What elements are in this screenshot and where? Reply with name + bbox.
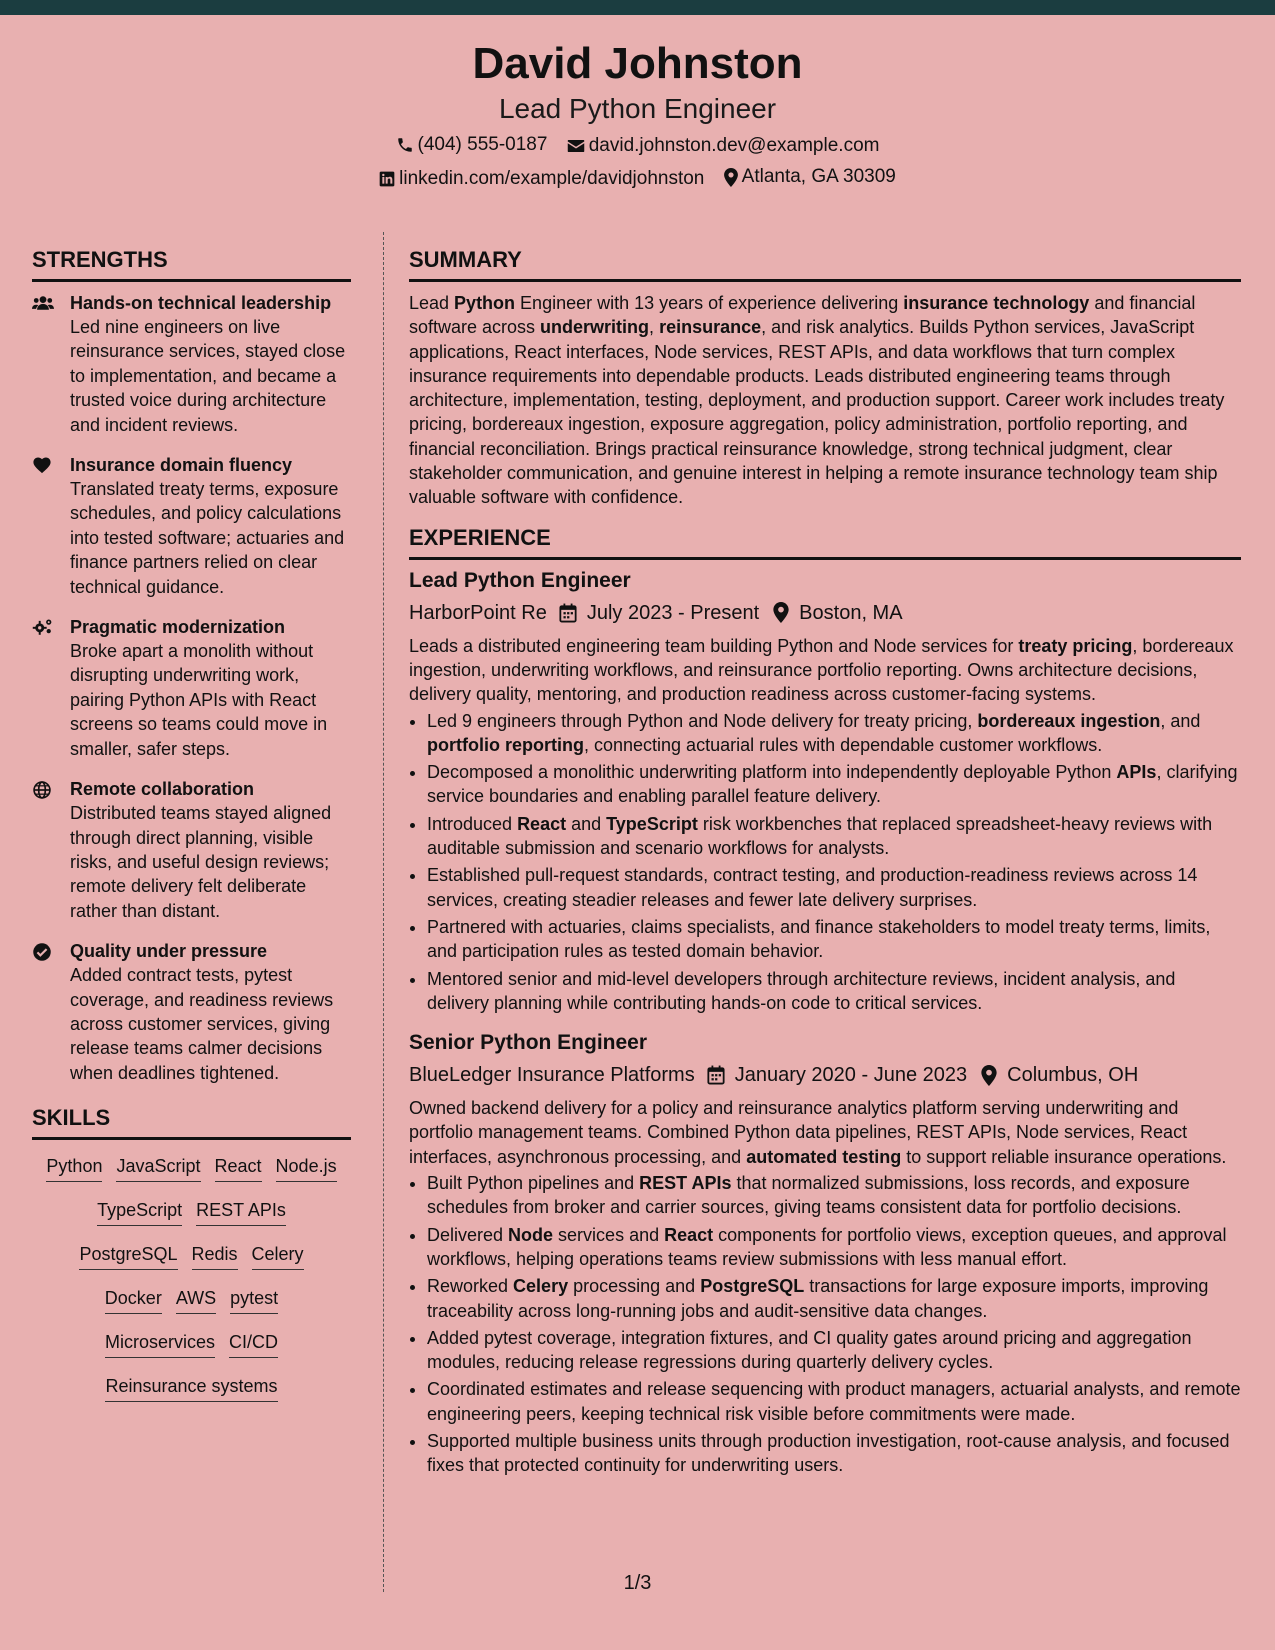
top-accent-bar (0, 0, 1275, 15)
company-name: BlueLedger Insurance Platforms (409, 1064, 695, 1087)
phone-contact (396, 134, 548, 156)
location-contact (724, 166, 896, 188)
users-icon (32, 291, 70, 437)
text-run: Reworked (427, 1276, 514, 1297)
strength-title: Remote collaboration (70, 779, 255, 800)
bold-text: React (517, 813, 567, 834)
skill-tag: React (215, 1153, 262, 1182)
text-run: services and (553, 1224, 665, 1245)
strength-body (70, 777, 351, 923)
candidate-name: David Johnston (472, 39, 803, 88)
strengths-list (32, 291, 351, 1085)
email-text: david.johnston.dev@example.com (588, 135, 880, 156)
text-run: , (649, 317, 660, 338)
page-number: 1/3 (623, 1572, 652, 1594)
text-run: and financial software across (409, 293, 1196, 338)
strength-body (70, 615, 351, 761)
strength-description: Led nine engineers on live reinsurance services, stayed close to implementation, and became a trusted voice during architecture and incident reviews. (70, 317, 346, 435)
strength-title: Pragmatic modernization (70, 617, 286, 638)
bullet-item (427, 760, 1241, 809)
text-run: transactions for large exposure imports, improving traceability across long-running jobs and audit-sensitive data changes. (427, 1276, 1209, 1321)
right-column (409, 232, 1241, 1494)
bold-text: treaty pricing (1018, 635, 1133, 656)
text-run: Owned backend delivery for a policy and reinsurance analytics platform serving underwriting and portfolio management teams. Combined Python data pipelines, REST APIs, Node services, React interfaces, asynchronous processing, and (409, 1098, 1188, 1167)
job-location: Boston, MA (799, 601, 903, 624)
location-text: Atlanta, GA 30309 (741, 166, 896, 187)
left-column (32, 232, 351, 1417)
text-run: Introduced (427, 813, 518, 834)
text-run: risk workbenches that replaced spreadsheet-heavy reviews with auditable submission and scenario workflows for analysts. (427, 813, 1213, 859)
gears-icon (32, 615, 70, 761)
strength-description: Added contract tests, pytest coverage, and readiness reviews across customer services, giving release teams calmer decisions when deadlines tightened. (70, 965, 334, 1083)
skill-tag: JavaScript (116, 1153, 200, 1182)
skills-row (32, 1285, 351, 1314)
strength-title: Insurance domain fluency (70, 455, 293, 476)
strength-item (32, 453, 351, 599)
bullet-item (427, 863, 1241, 912)
strengths-heading: STRENGTHS (32, 232, 351, 282)
bold-text: Celery (513, 1276, 569, 1297)
bold-text: REST APIs (639, 1173, 732, 1194)
bullet-item (427, 967, 1241, 1016)
linkedin-contact[interactable] (379, 168, 704, 190)
bullet-item (427, 1274, 1241, 1323)
experience-list (409, 569, 1241, 1478)
skill-tag: AWS (176, 1285, 216, 1314)
job-dates: July 2023 - Present (586, 601, 760, 624)
skills-row (32, 1373, 351, 1402)
skills-row (32, 1241, 351, 1270)
job-entry (409, 569, 1241, 1015)
email-contact[interactable] (567, 135, 880, 157)
text-run: Lead (409, 293, 455, 313)
skill-tag: REST APIs (196, 1197, 286, 1226)
skill-tag: Node.js (276, 1153, 337, 1182)
globe-icon (32, 777, 70, 923)
text-run: Delivered (427, 1224, 509, 1245)
candidate-title: Lead Python Engineer (498, 93, 777, 124)
text-run: to support reliable insurance operations. (901, 1146, 1227, 1167)
phone-icon (396, 136, 414, 154)
text-run: , clarifying service boundaries and enabling parallel feature delivery. (427, 762, 1238, 807)
job-description (409, 1096, 1241, 1169)
contact-row-1 (0, 134, 1275, 160)
job-dates: January 2020 - June 2023 (734, 1064, 968, 1087)
job-description (409, 634, 1241, 707)
text-run: Engineer with 13 years of experience delivering (515, 293, 904, 313)
bullet-item (427, 1326, 1241, 1375)
bullet-item (427, 1171, 1241, 1220)
strength-description: Translated treaty terms, exposure schedules, and policy calculations into tested software; actuaries and finance partners relied on clear technical guidance. (70, 479, 345, 597)
bold-text: Node (508, 1224, 554, 1245)
job-location: Columbus, OH (1007, 1064, 1139, 1087)
calendar-icon (707, 1065, 725, 1085)
bold-text: reinsurance (659, 317, 762, 338)
skill-tag: Celery (252, 1241, 304, 1270)
text-run: components for portfolio views, exception queues, and approval workflows, helping operations teams review submissions with less manual effort. (427, 1224, 1227, 1269)
skill-tag: CI/CD (229, 1329, 278, 1358)
skill-tag: Python (46, 1153, 102, 1182)
strength-body (70, 291, 351, 437)
skill-tag: Redis (192, 1241, 238, 1270)
text-run: Led 9 engineers through Python and Node delivery for treaty pricing, (427, 710, 978, 731)
bold-text: portfolio reporting (427, 734, 584, 755)
job-meta (409, 1061, 1241, 1089)
strength-title: Hands-on technical leadership (70, 293, 332, 313)
text-run: , bordereaux ingestion, underwriting workflows, and reinsurance portfolio reporting. Owns architecture decisions, delivery quality, mentoring, and production readiness across customer-facing systems. (409, 635, 1234, 705)
text-run: Leads a distributed engineering team building Python and Node services for (409, 635, 1019, 656)
skill-tag: Microservices (105, 1329, 215, 1358)
skill-tag: PostgreSQL (79, 1241, 177, 1270)
bullet-item (427, 1429, 1241, 1478)
bold-text: PostgreSQL (700, 1276, 805, 1297)
contact-row-2 (0, 166, 1275, 193)
text-run: that normalized submissions, loss records, and exposure schedules from broker and carrier sources, giving teams consistent data for portfolio decisions. (427, 1173, 1190, 1218)
text-run: Decomposed a monolithic underwriting platform into independently deployable Python (427, 762, 1117, 783)
text-run: , and risk analytics. Builds Python services, JavaScript applications, React interfaces, Node services, REST APIs, and data workflows that turn complex insurance requirements into dependable products. Leads distributed engineering teams through architecture, implementation, testing, deployment, and production support. Career work includes treaty pricing, bordereaux ingestion, exposure aggregation, policy administration, portfolio reporting, and financial reconciliation. Brings practical reinsurance knowledge, strong technical judgment, clear stakeholder communication, and genuine interest in helping a remote insurance technology team ship valuable software with confidence. (409, 317, 1225, 508)
bold-text: TypeScript (606, 813, 698, 834)
text-run: Partnered with actuaries, claims specialists, and finance stakeholders to model treaty terms, limits, and participation rules as tested domain behavior. (427, 916, 1211, 962)
job-meta (409, 599, 1241, 627)
experience-heading: EXPERIENCE (409, 523, 1241, 560)
text-run: , and (1160, 710, 1201, 731)
strength-item (32, 615, 351, 761)
strength-description: Distributed teams stayed aligned through direct planning, visible risks, and useful design reviews; remote delivery felt deliberate rather than distant. (70, 803, 332, 921)
text-run: Mentored senior and mid-level developers through architecture reviews, incident analysis, and delivery planning while contributing hands-on code to critical services. (427, 968, 1176, 1013)
strength-body (70, 939, 351, 1085)
job-title: Lead Python Engineer (409, 568, 631, 592)
text-run: , connecting actuarial rules with dependable customer workflows. (583, 734, 1103, 755)
bold-text: Python (454, 293, 516, 313)
skill-tag: Docker (105, 1285, 162, 1314)
skills-row (32, 1329, 351, 1358)
bold-text: bordereaux ingestion (977, 710, 1161, 731)
strength-body (70, 453, 351, 599)
bold-text: insurance technology (903, 293, 1090, 313)
summary-text (409, 291, 1241, 510)
check-circle-icon (32, 939, 70, 1085)
text-run: Supported multiple business units through production investigation, root-cause analysis, and focused fixes that protected continuity for underwriting users. (427, 1430, 1230, 1476)
skills-list (32, 1149, 351, 1402)
map-marker-icon (773, 602, 789, 623)
text-run: Coordinated estimates and release sequencing with product managers, actuarial analysts, and remote engineering peers, keeping technical risk visible before commitments were made. (427, 1379, 1241, 1424)
map-marker-icon (981, 1065, 997, 1086)
bullet-item (427, 709, 1241, 758)
text-run: and (566, 813, 607, 834)
map-marker-icon (724, 168, 738, 187)
text-run: Added pytest coverage, integration fixtures, and CI quality gates around pricing and aggregation modules, reducing release regressions during quarterly delivery cycles. (427, 1327, 1192, 1373)
strength-description: Broke apart a monolith without disrupting underwriting work, pairing Python APIs with React screens so teams could move in smaller, safer steps. (70, 641, 328, 759)
bold-text: underwriting (540, 317, 650, 338)
bullet-item (427, 1377, 1241, 1426)
envelope-icon (567, 138, 585, 154)
text-run: processing and (568, 1276, 701, 1297)
skills-row (32, 1197, 351, 1226)
phone-text: (404) 555-0187 (417, 134, 548, 155)
strength-item (32, 777, 351, 923)
skills-heading: SKILLS (32, 1101, 351, 1140)
bullet-item (427, 1223, 1241, 1272)
column-divider (383, 232, 384, 1592)
job-bullets (409, 709, 1241, 1016)
linkedin-icon (379, 171, 395, 187)
text-run: Built Python pipelines and (427, 1173, 640, 1194)
summary-heading: SUMMARY (409, 232, 1241, 282)
strength-title: Quality under pressure (70, 941, 268, 962)
strength-item (32, 939, 351, 1085)
bold-text: React (664, 1224, 714, 1245)
linkedin-text: linkedin.com/example/davidjohnston (399, 167, 705, 189)
job-bullets (409, 1171, 1241, 1478)
bullet-item (427, 812, 1241, 861)
skill-tag: pytest (230, 1285, 278, 1314)
bullet-item (427, 915, 1241, 964)
calendar-icon (559, 603, 577, 623)
strength-item (32, 291, 351, 437)
company-name: HarborPoint Re (409, 601, 547, 624)
resume-header (0, 15, 1275, 203)
job-entry (409, 1031, 1241, 1477)
heart-icon (32, 453, 70, 599)
skill-tag: Reinsurance systems (105, 1373, 277, 1402)
job-title: Senior Python Engineer (409, 1031, 648, 1055)
bold-text: automated testing (746, 1146, 902, 1167)
bold-text: APIs (1116, 762, 1157, 783)
text-run: Established pull-request standards, contract testing, and production-readiness reviews across 14 services, creating steadier releases and fewer late delivery surprises. (427, 865, 1198, 910)
skill-tag: TypeScript (97, 1197, 182, 1226)
skills-row (32, 1153, 351, 1182)
